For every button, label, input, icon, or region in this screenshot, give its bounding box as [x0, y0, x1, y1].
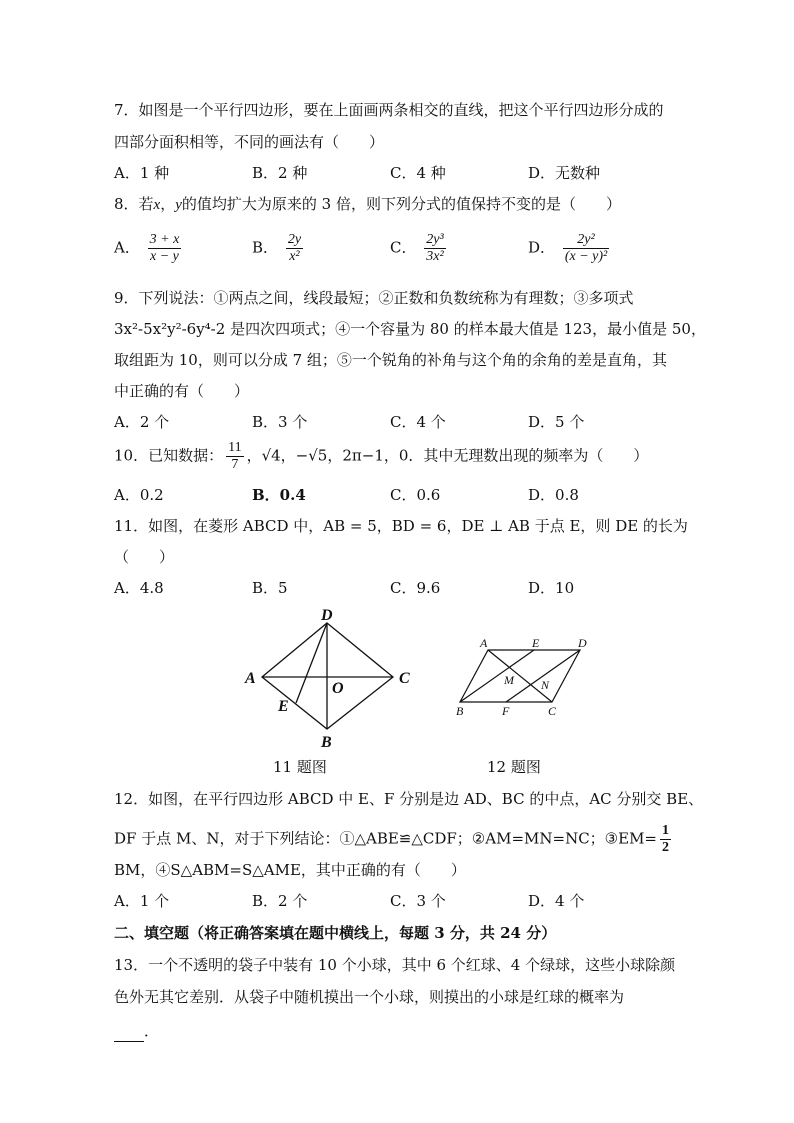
q12-option-c: C．3 个: [390, 892, 446, 910]
q8-option-a: [114, 232, 184, 265]
q8-var-y: y: [175, 197, 182, 213]
q8-option-d: [528, 232, 612, 265]
q8-fraction-a: [148, 232, 182, 265]
q10-stem-pre: 10．已知数据：: [114, 446, 224, 465]
q8-c-denominator: 3x²: [426, 249, 444, 264]
q12-line2-text: DF 于点 M、N，对于下列结论：①△ABE≌△CDF；②AM=MN=NC；③EM=: [114, 829, 657, 848]
fig12-label-d: D: [578, 636, 587, 650]
fig11-label-c: C: [399, 670, 410, 687]
q12-line2: [114, 823, 674, 856]
q8-label-b: B．: [252, 238, 279, 257]
q8-var-x: x: [153, 197, 161, 213]
q9-option-b: B．3 个: [252, 413, 308, 431]
q11-line1: 11．如图，在菱形 ABCD 中，AB = 5，BD = 6，DE ⊥ AB 于点 E，则 DE 的长为: [114, 517, 688, 535]
q12-fraction-half: [660, 823, 671, 856]
fig12-label-a: A: [480, 636, 488, 650]
q8-c-numerator: 2y³: [426, 232, 444, 247]
fig11-label-o: O: [332, 680, 344, 697]
q10-option-d: D．0.8: [528, 486, 579, 504]
q11-option-b: B．5: [252, 579, 288, 597]
q8-fraction-c: [424, 232, 445, 265]
q7-option-d: D．无数种: [528, 164, 601, 182]
q8-b-denominator: x²: [289, 249, 300, 264]
q12-line3: BM，④S△ABM=S△AME，其中正确的有（ ）: [114, 861, 466, 879]
q13-period: ．: [144, 1022, 160, 1040]
q8-option-b: [252, 232, 306, 265]
q9-line2: 3x²-5x²y²-6y⁴-2 是四次四项式；④一个容量为 80 的样本最大值是 123，最小值是 50，: [114, 320, 706, 338]
q7-line1: 7．如图是一个平行四边形，要在上面画两条相交的直线，把这个平行四边形分成的: [114, 101, 664, 119]
q10-option-a: A．0.2: [114, 486, 164, 504]
q10-fraction: [226, 440, 243, 473]
q8-label-d: D．: [528, 238, 556, 257]
q13-line1: 13．一个不透明的袋子中装有 10 个小球，其中 6 个红球、4 个绿球，这些小球除颜: [114, 956, 676, 974]
q8-d-denominator: (x − y)²: [564, 249, 608, 264]
figure-12-parallelogram: [448, 632, 598, 718]
q8-a-numerator: 3 + x: [149, 232, 180, 247]
segment-de: [296, 623, 327, 703]
q10-option-b: B．0.4: [252, 486, 306, 504]
q8-b-numerator: 2y: [287, 232, 302, 247]
q8-label-c: C．: [390, 238, 417, 257]
q13-line3: [114, 1021, 159, 1042]
q8-option-c: [390, 232, 449, 265]
q8-fraction-d: [563, 232, 609, 265]
q8-label-a: A．: [114, 238, 140, 257]
fig12-label-n: N: [541, 678, 550, 692]
q9-option-c: C．4 个: [390, 413, 446, 431]
figure-12-caption: 12 题图: [487, 758, 541, 776]
q7-option-b: B．2 种: [252, 164, 308, 182]
q8-stem-pre: 8．若: [114, 195, 154, 213]
fig12-label-c: C: [548, 704, 557, 718]
q7-option-a: A．1 种: [114, 164, 170, 182]
fig11-label-e: E: [278, 698, 289, 715]
fig11-label-d: D: [321, 607, 333, 624]
q8-sep: ，: [160, 195, 176, 213]
q9-line1: 9．下列说法：①两点之间，线段最短；②正数和负数统称为有理数；③多项式: [114, 289, 634, 307]
q10-numerator: 11: [228, 440, 242, 455]
q8-stem: [114, 194, 621, 215]
q12-line1: 12．如图，在平行四边形 ABCD 中 E、F 分别是边 AD、BC 的中点，AC 分别交 BE、: [114, 790, 704, 808]
fig12-label-m: M: [504, 673, 514, 687]
q12-option-d: D．4 个: [528, 892, 585, 910]
fig12-label-e: E: [532, 636, 540, 650]
q12-option-b: B．2 个: [252, 892, 308, 910]
q8-a-denominator: x − y: [150, 249, 179, 264]
section-2-title: 二、填空题（将正确答案填在题中横线上，每题 3 分，共 24 分）: [114, 924, 557, 942]
q10-denominator: 7: [231, 457, 239, 472]
q8-stem-post: 的值均扩大为原来的 3 倍，则下列分式的值保持不变的是（ ）: [181, 195, 621, 213]
fig11-label-a: A: [245, 670, 256, 687]
q9-option-d: D．5 个: [528, 413, 585, 431]
q9-line4: 中正确的有（ ）: [114, 382, 250, 400]
q11-option-d: D．10: [528, 579, 575, 597]
q11-option-c: C．9.6: [390, 579, 441, 597]
q10-stem: [114, 440, 648, 473]
fig12-label-b: B: [456, 704, 464, 718]
figure-11-caption: 11 题图: [273, 758, 327, 776]
q11-option-a: A．4.8: [114, 579, 164, 597]
q11-line2: （ ）: [114, 548, 175, 566]
figure-11-rhombus: [235, 605, 420, 750]
q13-answer-blank[interactable]: [114, 1021, 144, 1042]
q8-d-numerator: 2y²: [563, 232, 609, 249]
q10-stem-mid: ，√4，−√5，2π−1，0．其中无理数出现的频率为（ ）: [246, 446, 649, 465]
fig11-label-b: B: [321, 734, 332, 750]
q13-line2: 色外无其它差别．从袋子中随机摸出一个小球，则摸出的小球是红球的概率为: [114, 988, 625, 1006]
fig12-label-f: F: [502, 704, 510, 718]
q12-half-denominator: 2: [662, 840, 669, 855]
q12-half-numerator: 1: [662, 823, 669, 838]
q10-option-c: C．0.6: [390, 486, 441, 504]
q12-option-a: A．1 个: [114, 892, 170, 910]
q8-fraction-b: [286, 232, 303, 265]
q7-line2: 四部分面积相等，不同的画法有（ ）: [114, 133, 385, 151]
q9-option-a: A．2 个: [114, 413, 170, 431]
q9-line3: 取组距为 10，则可以分成 7 组；⑤一个锐角的补角与这个角的余角的差是直角，其: [114, 351, 667, 369]
q7-option-c: C．4 种: [390, 164, 446, 182]
